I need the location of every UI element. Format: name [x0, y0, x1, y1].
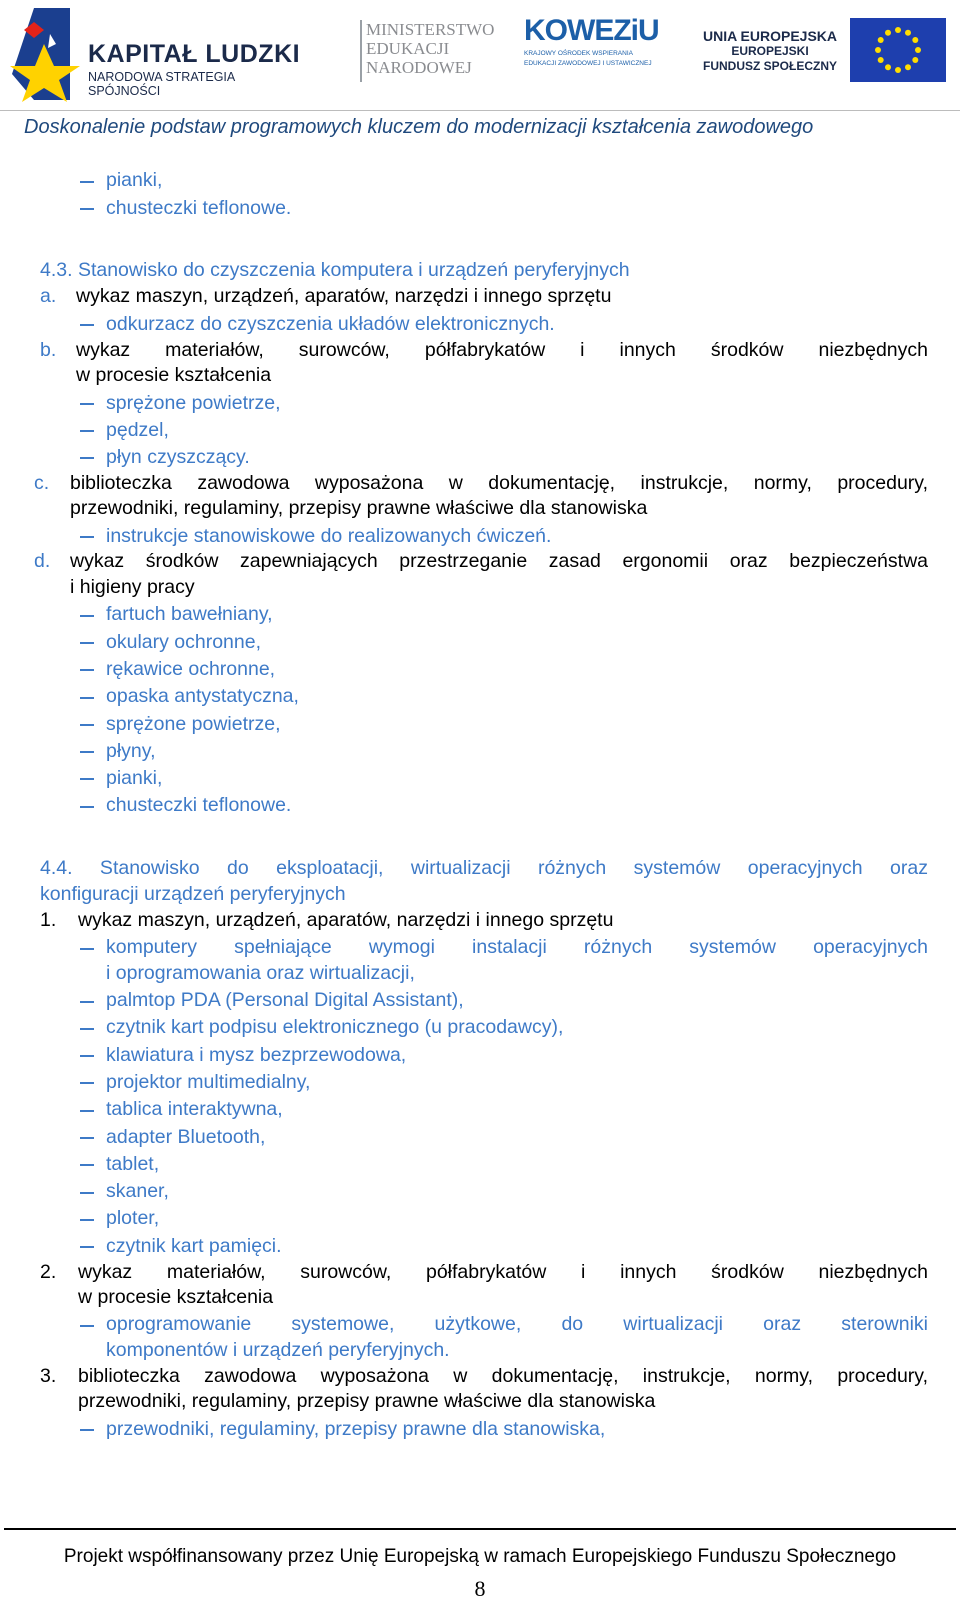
point-c-text-cont: przewodniki, regulaminy, przepisy prawne właściwe dla stanowiska [70, 497, 648, 519]
bullet-dash [80, 1429, 94, 1431]
list-item: oprogramowanie systemowe, użytkowe, do wirtualizacji oraz sterowniki [106, 1313, 928, 1335]
ministry-divider [360, 20, 362, 82]
list-item: komputery spełniające wymogi instalacji różnych systemów operacyjnych [106, 936, 928, 958]
list-item: odkurzacz do czyszczenia układów elektronicznych. [106, 313, 555, 335]
ministry-line: EDUKACJI [366, 39, 450, 58]
list-item: rękawice ochronne, [106, 658, 276, 680]
bullet-dash [80, 1055, 94, 1057]
list-item: instrukcje stanowiskowe do realizowanych ćwiczeń. [106, 525, 552, 547]
bullet-dash [80, 1246, 94, 1248]
list-item: tablica interaktywna, [106, 1098, 283, 1120]
bullet-dash [80, 208, 94, 210]
bullet-dash [80, 642, 94, 644]
list-item: czytnik kart pamięci. [106, 1235, 282, 1257]
list-item: przewodniki, regulaminy, przepisy prawne dla stanowiska, [106, 1418, 606, 1440]
list-item: chusteczki teflonowe. [106, 197, 292, 219]
kapital-ludzki-logo [4, 4, 304, 104]
bullet-dash [80, 181, 94, 183]
list-item: sprężone powietrze, [106, 392, 281, 414]
list-marker: 3. [40, 1365, 57, 1387]
bullet-dash [80, 1110, 94, 1112]
point-c-text: biblioteczka zawodowa wyposażona w dokumentację, instrukcje, normy, procedury, [70, 472, 928, 494]
koweziu-logo [524, 14, 664, 86]
list-item: adapter Bluetooth, [106, 1126, 266, 1148]
list-item-cont: komponentów i urządzeń peryferyjnych. [106, 1339, 450, 1361]
bullet-dash [80, 403, 94, 405]
document-title: Doskonalenie podstaw programowych kluczem do modernizacji kształcenia zawodowego [24, 116, 814, 138]
point-b-text-cont: w procesie kształcenia [76, 364, 272, 386]
list-item: pędzel, [106, 419, 169, 441]
eu-line3: FUNDUSZ SPOŁECZNY [702, 59, 837, 73]
list-item: opaska antystatyczna, [106, 685, 299, 707]
section-heading-4-3: 4.3. Stanowisko do czyszczenia komputera i urządzeń peryferyjnych [40, 259, 630, 281]
list-item: płyny, [106, 740, 156, 762]
bullet-dash [80, 1082, 94, 1084]
footer-text: Projekt współfinansowany przez Unię Europejską w ramach Europejskiego Funduszu Społecznego [63, 1546, 897, 1567]
eu-flag-icon [850, 18, 946, 82]
list-item: sprężone powietrze, [106, 713, 281, 735]
point-d-text: wykaz środków zapewniających przestrzeganie zasad ergonomii oraz bezpieczeństwa [70, 550, 928, 572]
list-item: pianki, [106, 169, 163, 191]
list-marker: b. [40, 339, 57, 361]
list-item: ploter, [106, 1207, 160, 1229]
ministry-line: MINISTERSTWO [366, 20, 495, 39]
point-2-text: wykaz materiałów, surowców, półfabrykatów i innych środków niezbędnych [78, 1261, 928, 1283]
bullet-dash [80, 1219, 94, 1221]
list-marker: d. [34, 550, 51, 572]
eu-line1: UNIA EUROPEJSKA [702, 28, 838, 44]
bullet-dash [80, 778, 94, 780]
bullet-dash [80, 1192, 94, 1194]
bullet-dash [80, 1001, 94, 1003]
point-b-text: wykaz materiałów, surowców, półfabrykatów i innych środków niezbędnych [76, 339, 928, 361]
bullet-dash [80, 724, 94, 726]
koweziu-sub: KRAJOWY OŚRODEK WSPIERANIA [524, 50, 633, 57]
koweziu-sub: EDUKACJI ZAWODOWEJ I USTAWICZNEJ [524, 60, 652, 67]
list-item: pianki, [106, 767, 163, 789]
list-item: płyn czyszczący. [106, 446, 250, 468]
list-item: czytnik kart podpisu elektronicznego (u pracodawcy), [106, 1016, 564, 1038]
bullet-dash [80, 669, 94, 671]
bullet-dash [80, 1137, 94, 1139]
point-3-text-cont: przewodniki, regulaminy, przepisy prawne właściwe dla stanowiska [78, 1390, 656, 1412]
bullet-dash [80, 751, 94, 753]
bullet-dash [80, 430, 94, 432]
list-item-cont: i oprogramowania oraz wirtualizacji, [106, 962, 415, 984]
bullet-dash [80, 536, 94, 538]
kapital-ludzki-tagline: NARODOWA STRATEGIA SPÓJNOŚCI [88, 70, 235, 98]
section-heading-4-4-cont: konfiguracji urządzeń peryferyjnych [40, 883, 346, 905]
page-number: 8 [474, 1576, 486, 1601]
list-item: okulary ochronne, [106, 631, 262, 653]
kapital-ludzki-name: KAPITAŁ LUDZKI [88, 40, 301, 68]
bullet-dash [80, 806, 94, 808]
bullet-dash [80, 457, 94, 459]
bullet-dash [80, 697, 94, 699]
list-item: fartuch bawełniany, [106, 603, 273, 625]
koweziu-name: KOWEZiU [524, 14, 659, 47]
list-marker: a. [40, 285, 57, 307]
list-item: klawiatura i mysz bezprzewodowa, [106, 1044, 407, 1066]
eu-logo-text [700, 28, 840, 88]
ministry-logo [366, 20, 506, 84]
bullet-dash [80, 1325, 94, 1327]
point-2-text-cont: w procesie kształcenia [78, 1286, 274, 1308]
header-divider [0, 110, 960, 111]
eu-line2: EUROPEJSKI [731, 44, 809, 58]
point-a-text: wykaz maszyn, urządzeń, aparatów, narzędzi i innego sprzętu [76, 285, 612, 307]
point-3-text: biblioteczka zawodowa wyposażona w dokumentację, instrukcje, normy, procedury, [78, 1365, 928, 1387]
list-marker: 2. [40, 1261, 57, 1283]
page-header [0, 0, 960, 112]
list-item: skaner, [106, 1180, 169, 1202]
list-marker: 1. [40, 909, 57, 931]
kapital-ludzki-emblem-icon [4, 4, 84, 104]
list-item: palmtop PDA (Personal Digital Assistant), [106, 989, 464, 1011]
section-heading-4-4: 4.4. Stanowisko do eksploatacji, wirtualizacji różnych systemów operacyjnych oraz [40, 857, 928, 879]
bullet-dash [80, 948, 94, 950]
list-marker: c. [34, 472, 50, 494]
list-item: projektor multimedialny, [106, 1071, 311, 1093]
ministry-line: NARODOWEJ [366, 58, 472, 77]
bullet-dash [80, 1164, 94, 1166]
bullet-dash [80, 615, 94, 617]
bullet-dash [80, 1028, 94, 1030]
point-1-text: wykaz maszyn, urządzeń, aparatów, narzędzi i innego sprzętu [78, 909, 614, 931]
point-d-text-cont: i higieny pracy [70, 576, 195, 598]
list-item: chusteczki teflonowe. [106, 794, 292, 816]
bullet-dash [80, 324, 94, 326]
list-item: tablet, [106, 1153, 160, 1175]
footer-divider [4, 1528, 956, 1530]
